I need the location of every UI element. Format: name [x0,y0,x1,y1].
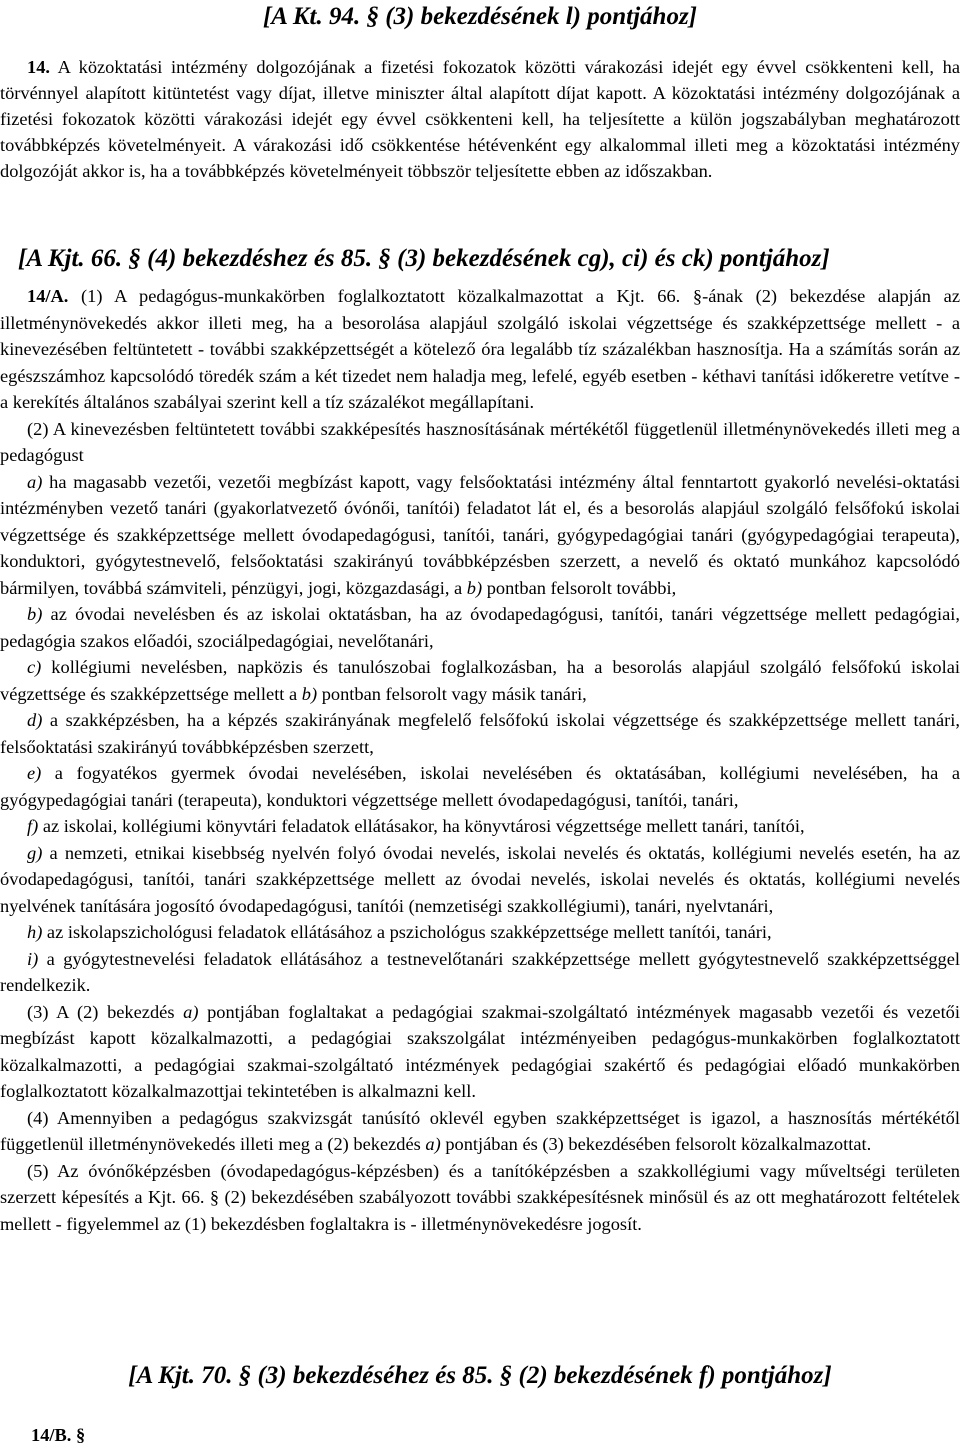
paragraph-text: (4) Amennyiben a pedagógus szakvizsgát tanúsító oklevél egyben szakképzettséget is igazol, a hasznosítás mértékétől függetlenül illetménynövekedés illeti meg a (2) bekezdés [0,1107,960,1154]
list-item-mark: i) [27,948,39,969]
list-item-e [0,760,960,813]
section-heading-kt-94: [A Kt. 94. § (3) bekezdésének l) pontjához] [262,3,697,30]
section-14a-paragraph-3 [0,999,960,1105]
list-item-ref: b) [466,577,483,598]
section-14b-label: 14/B. § [31,1425,86,1445]
list-item-mark: b) [27,604,43,624]
list-item-text: az óvodai nevelésben és az iskolai oktatásban, ha az óvodapedagógusi, tanítói, tanári végzettsége mellett pedagógiai, pedagógia szakos előadói, szociálpedagógiai, nevelőtanári, [0,604,960,651]
list-item-i [0,946,960,999]
section-heading-kjt-70: [A Kjt. 70. § (3) bekezdéséhez és 85. § (2) bekezdésének f) pontjához] [128,1362,832,1389]
list-item-text: a nemzeti, etnikai kisebbség nyelvén folyó óvodai nevelés, iskolai nevelés és oktatás, kollégiumi nevelés esetén, ha az óvodapedagógusi, tanítói, tanári szakképzettsége mellett az óvodai nevelés, iskolai nevelés és oktatás, kollégiumi nevelés nyelvének tanítására jogosító óvodapedagógusi, tanítói (nemzetiségi szakkollégiumi), tanári, nyelvtanári, [0,842,960,916]
section-14a-p1-text: (1) A pedagógus-munkakörben foglalkoztatott közalkalmazottat a Kjt. 66. §-ának (2) bekezdése alapján az illetménynövekedés akkor illeti meg, ha a besorolása alapjául szolgáló iskolai végzettsége és szakképzettsége mellett - a kinevezésében feltüntetett - további szakképzettségét a kötelező óra legalább tíz százalékban hasznosítja. Ha a számítás során az egészszámhoz kapcsolódó töredék szám a két tizedet nem haladja meg, lefelé, egyéb esetben - kéthavi tanítási időkeretre vetítve - a kerekítés általános szabályai szerint kell a tíz százalékot megállapítani. [0,286,960,412]
list-item-text: a fogyatékos gyermek óvodai nevelésében, iskolai nevelésében és oktatásában, kollégiumi nevelésében, ha a gyógypedagógiai tanári (terapeuta), konduktori végzettsége mellett óvodapedagógusi, tanítói, tanári, [0,763,960,810]
list-item-mark: d) [27,710,43,730]
section-heading-kjt-66: [A Kjt. 66. § (4) bekezdéshez és 85. § (3) bekezdésének cg), ci) és ck) pontjához] [18,245,830,272]
list-item-f [0,813,960,840]
list-item-text: pontban felsorolt vagy másik tanári, [317,683,587,704]
list-item-mark: f) [27,816,39,836]
list-item-text: az iskolai, kollégiumi könyvtári feladatok ellátásakor, ha könyvtárosi végzettsége mellett tanári, tanítói, [38,816,805,836]
list-item-text: a gyógytestnevelési feladatok ellátásához a testnevelőtanári szakképzettsége mellett gyógytestnevelő szakképzettséggel rendelkezik. [0,948,960,995]
list-item-ref: b) [301,683,318,704]
list-item-a [0,469,960,602]
section-14-text: A közoktatási intézmény dolgozójának a fizetési fokozatok közötti várakozási idejét egy évvel csökkenteni kell, ha törvénnyel alapított kitüntetést vagy díjat, illetve miniszter által alapított díjat kapott. A közoktatási intézmény dolgozójának a fizetési fokozatok közötti várakozási idejét egy évvel csökkenteni kell, ha teljesítette a külön jogszabályban meghatározott továbbképzés követelményeit. A várakozási idő csökkentése hétévenként egy alkalommal illeti meg a közoktatási intézmény dolgozóját akkor is, ha a továbbképzés követelményeit többször teljesítette ebben az időszakban. [0,57,960,181]
list-item-mark: e) [27,763,42,783]
section-14a-paragraph-4 [0,1105,960,1158]
list-item-b [0,601,960,654]
paragraph-ref: a) [183,1001,199,1022]
list-item-text: a szakképzésben, ha a képzés szakirányának megfelelő felsőfokú iskolai végzettsége és szakképzettsége mellett tanári, felsőoktatási szakirányú továbbképzésben szerzett, [0,710,960,757]
list-item-g [0,840,960,920]
paragraph-text: (3) A (2) bekezdés [27,1001,184,1022]
list-item-mark: h) [27,922,43,942]
list-item-d [0,707,960,760]
list-item-mark: c) [27,657,42,677]
paragraph-text: pontjában és (3) bekezdésében felsorolt közalkalmazottat. [440,1134,872,1154]
section-14a-paragraph-5: (5) Az óvónőképzésben (óvodapedagógus-képzésben) és a tanítóképzésben a szakkollégiumi vagy műveltségi területen szerzett képesítés a Kjt. 66. § (2) bekezdésében szabályozott további szakképesítésnek minősül és az ott meghatározott feltételek mellett - figyelemmel az (1) bekezdésben foglaltakra is - illetménynövekedésre jogosít. [0,1160,960,1234]
list-item-text: pontban felsorolt további, [482,577,677,598]
section-14a-paragraph-2: (2) A kinevezésben feltüntetett további szakképesítés hasznosításának mértékétől függetlenül illetménynövekedés illeti meg a pedagógust [0,418,960,465]
list-item-text: ha magasabb vezetői, vezetői megbízást kapott, vagy felsőoktatási intézmény által fenntartott gyakorló nevelési-oktatási intézményben vezető tanári (gyakorlatvezető óvónői, tanítói) feladatot lát el, és a besorolás alapjául szolgáló felsőfokú iskolai végzettsége és szakképzettsége mellett óvodapedagógusi, tanítói, tanári, gyógypedagógiai tanári (gyógypedagógiai terapeuta), konduktori, gyógytestnevelő, felsőoktatási szakirányú továbbképzésben szerzett, a nevelő és oktató munkához kapcsolódó bármilyen, továbbá számviteli, pénzügyi, jogi, közgazdasági, a [0,471,960,598]
list-item-mark: g) [27,842,43,863]
list-item-h [0,919,960,946]
section-14a-label: 14/A. [27,286,69,306]
list-item-mark: a) [27,471,43,492]
section-14a-paragraph-1 [0,283,960,416]
section-14-paragraph [0,54,960,184]
list-item-c [0,654,960,707]
section-14a [0,283,960,1237]
list-item-text: kollégiumi nevelésben, napközis és tanulószobai foglalkozásban, ha a besorolás alapjául szolgáló felsőfokú iskolai végzettsége és szakképzettsége mellett a [0,657,960,704]
section-14 [0,54,960,184]
paragraph-ref: a) [425,1134,441,1154]
section-14-label: 14. [27,57,50,77]
list-item-text: az iskolapszichológusi feladatok ellátásához a pszichológus szakképzettsége mellett tanítói, tanári, [42,922,772,942]
paragraph-text: pontjában foglaltakat a pedagógiai szakmai-szolgáltató intézmények magasabb vezetői és vezetői megbízást kapott közalkalmazotti, a pedagógiai szakszolgálat intézményeiben pedagógus-munkakörben foglalkoztatott közalkalmazotti, a pedagógiai szakmai-szolgáltató intézmények pedagógiai szakértő és pedagógiai előadó munkakörben foglalkoztatott közalkalmazottjai tekintetében is alkalmazni kell. [0,1001,960,1101]
